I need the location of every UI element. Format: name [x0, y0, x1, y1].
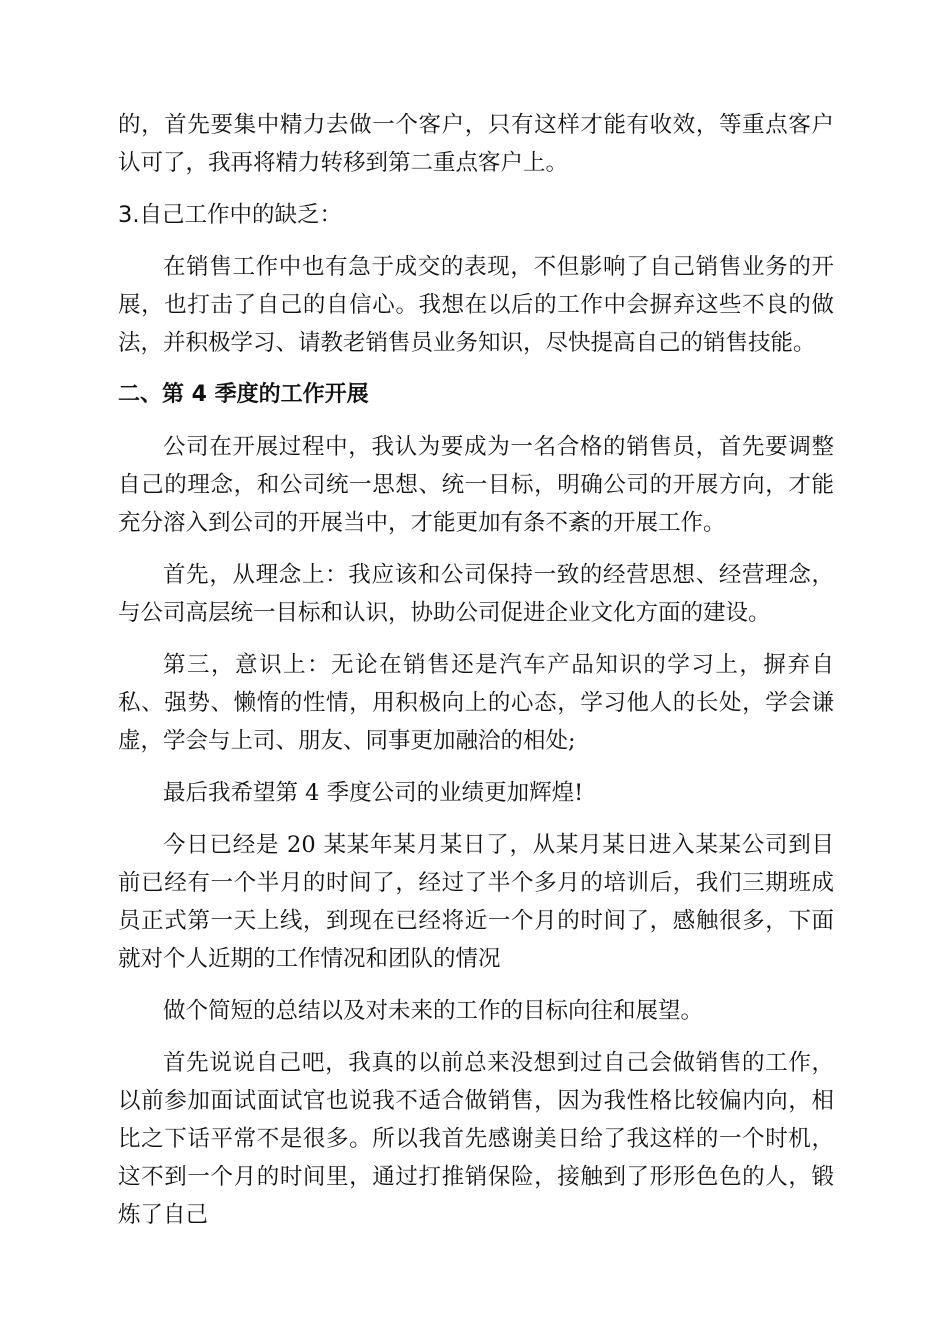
- paragraph-2: 在销售工作中也有急于成交的表现，不但影响了自己销售业务的开展，也打击了自己的自信心。我想在以后的工作中会摒弃这些不良的做法，并积极学习、请教老销售员业务知识，尽快提高自己的销售技能。: [118, 254, 834, 356]
- item-text: 自己工作中的缺乏：: [139, 202, 342, 228]
- numbered-item-3: [118, 196, 834, 234]
- paragraph-6: 最后我希望第 4 季度公司的业绩更加辉煌!: [163, 780, 584, 806]
- paragraph-8: 做个简短的总结以及对未来的工作的目标向往和展望。: [163, 998, 704, 1024]
- paragraph-1: 的，首先要集中精力去做一个客户，只有这样才能有收效，等重点客户认可了，我再将精力转移到第二重点客户上。: [118, 112, 834, 176]
- paragraph-7: 今日已经是 20 某某年某月某日了，从某月某日进入某某公司到目前已经有一个半月的时间了，经过了半个多月的培训后，我们三期班成员正式第一天上线，到现在已经将近一个月的时间了，感触很多，下面就对个人近期的工作情况和团队的情况: [118, 832, 834, 972]
- item-number: 3.: [118, 202, 140, 228]
- section-heading: 二、第 4 季度的工作开展: [118, 382, 369, 407]
- paragraph-4: 首先，从理念上：我应该和公司保持一致的经营思想、经营理念，与公司高层统一目标和认识，协助公司促进企业文化方面的建设。: [118, 562, 834, 626]
- paragraph-5: 第三，意识上：无论在销售还是汽车产品知识的学习上，摒弃自私、强势、懒惰的性情，用积极向上的心态，学习他人的长处，学会谦虚，学会与上司、朋友、同事更加融洽的相处;: [118, 652, 834, 754]
- paragraph-9: 首先说说自己吧，我真的以前总来没想到过自己会做销售的工作，以前参加面试面试官也说我不适合做销售，因为我性格比较偏内向，相比之下话平常不是很多。所以我首先感谢美日给了我这样的一个时机，这不到一个月的时间里，通过打推销保险，接触到了形形色色的人，锻炼了自己: [118, 1050, 834, 1228]
- document-body: [118, 106, 834, 1248]
- paragraph-3: 公司在开展过程中，我认为要成为一名合格的销售员，首先要调整自己的理念，和公司统一思想、统一目标，明确公司的开展方向，才能充分溶入到公司的开展当中，才能更加有条不紊的开展工作。: [118, 434, 834, 536]
